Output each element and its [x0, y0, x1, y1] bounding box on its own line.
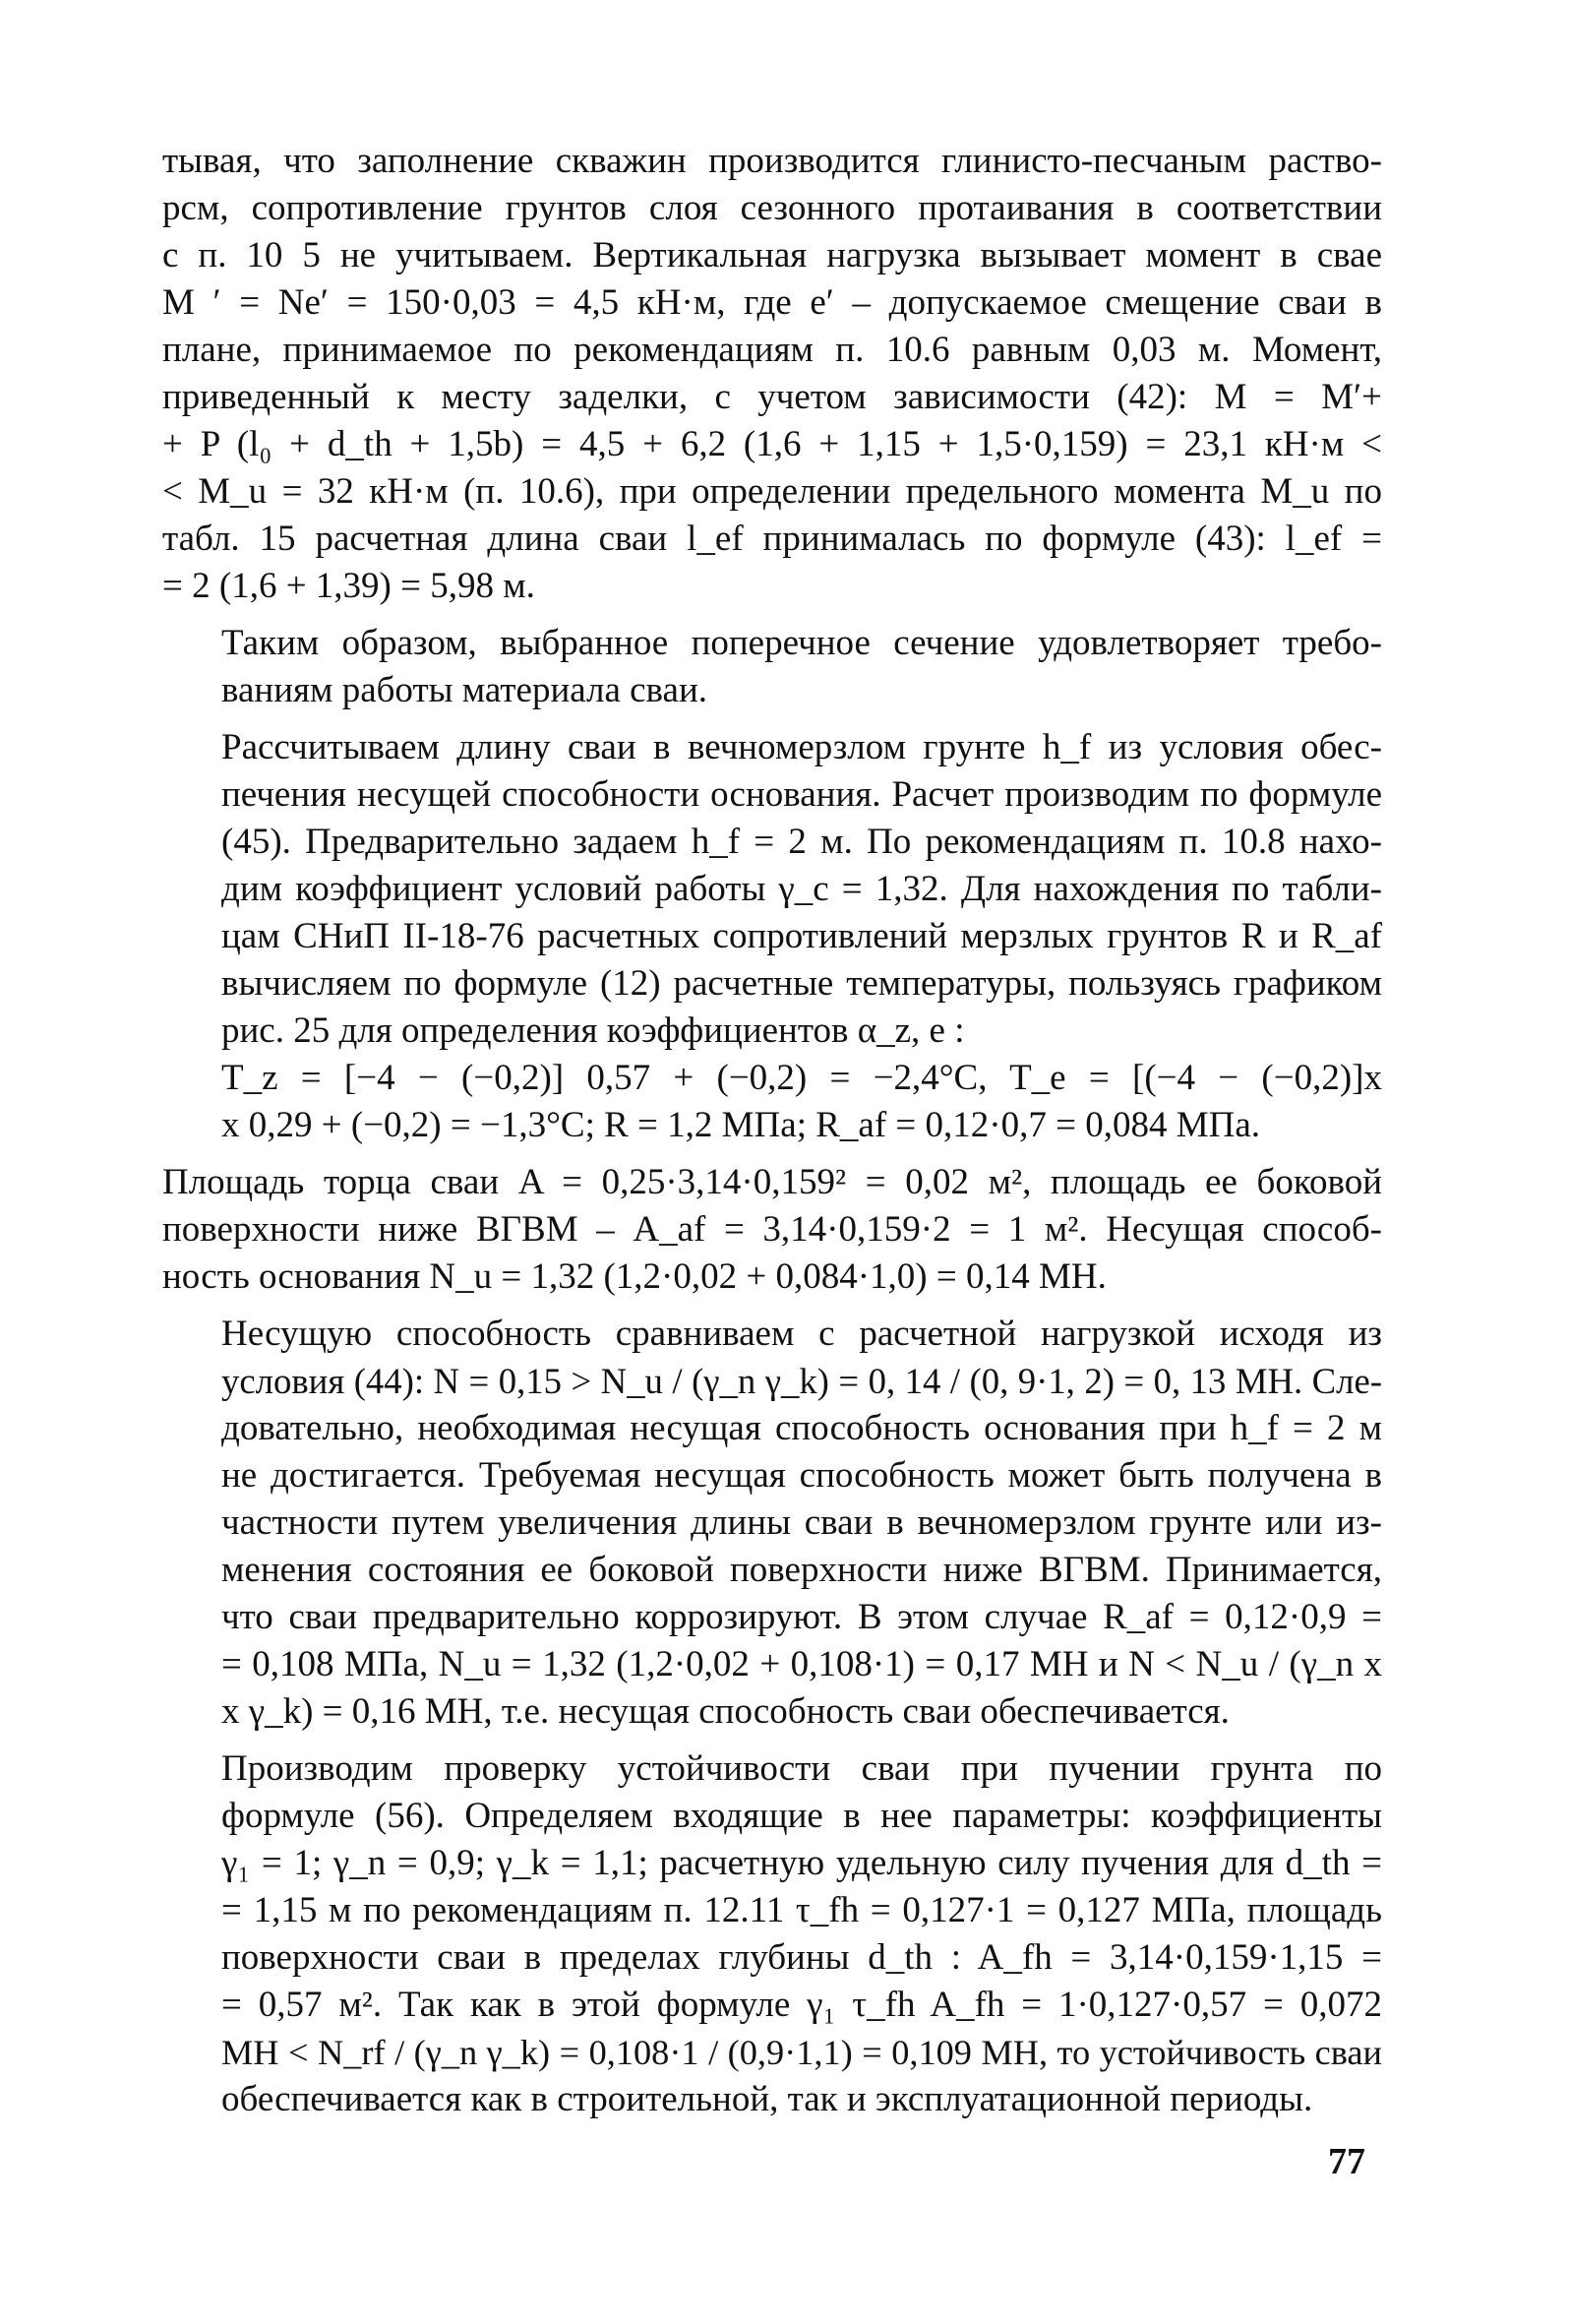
text-line: условия (44): N = 0,15 > N_u / (γ_n γ_k) = 0, 14 / (0, 9·1, 2) = 0, 13 МН. Сле- [221, 1361, 1382, 1401]
text-line: M ′ = Ne′ = 150·0,03 = 4,5 кН·м, где e′ – допускаемое смещение сваи в [162, 282, 1382, 323]
text-line: = 0,57 м². Так как в этой формуле γ₁ τ_fh A_fh = 1·0,127·0,57 = 0,072 [221, 1985, 1382, 2025]
page-body [162, 138, 1382, 2123]
text-line: частности путем увеличения длины сваи в вечномерзлом грунте или из- [221, 1502, 1382, 1543]
paragraph [162, 138, 1382, 610]
text-line: рсм, сопротивление грунтов слоя сезонного протаивания в соответствии [162, 188, 1382, 228]
text-line: плане, принимаемое по рекомендациям п. 10.6 равным 0,03 м. Момент, [162, 330, 1382, 370]
text-line: x 0,29 + (−0,2) = −1,3°C; R = 1,2 МПа; R_af = 0,12·0,7 = 0,084 МПа. [221, 1105, 1260, 1145]
paragraph [162, 1745, 1382, 2123]
text-line: ваниям работы материала сваи. [221, 670, 708, 710]
text-line: не достигается. Требуемая несущая способность может быть получена в [221, 1455, 1382, 1496]
paragraph [162, 724, 1382, 1149]
text-line: довательно, необходимая несущая способность основания при h_f = 2 м [221, 1408, 1382, 1448]
text-line: ность основания N_u = 1,32 (1,2·0,02 + 0,084·1,0) = 0,14 МН. [162, 1256, 1107, 1297]
text-line: + P (l₀ + d_th + 1,5b) = 4,5 + 6,2 (1,6 + 1,15 + 1,5·0,159) = 23,1 кН·м < [162, 424, 1382, 464]
text-line: обеспечивается как в строительной, так и эксплуатационной периоды. [221, 2079, 1313, 2119]
text-line: вычисляем по формуле (12) расчетные температуры, пользуясь графиком [221, 963, 1382, 1004]
text-line: Площадь торца сваи A = 0,25·3,14·0,159² = 0,02 м², площадь ее боковой [162, 1162, 1382, 1202]
text-line: формуле (56). Определяем входящие в нее параметры: коэффициенты [221, 1796, 1382, 1836]
text-line: x γ_k) = 0,16 МН, т.е. несущая способность сваи обеспечивается. [221, 1691, 1230, 1732]
text-line: T_z = [−4 − (−0,2)] 0,57 + (−0,2) = −2,4°C, T_e = [(−4 − (−0,2)]x [221, 1058, 1382, 1098]
paragraph [162, 1159, 1382, 1301]
text-line: с п. 10 5 не учитываем. Вертикальная нагрузка вызывает момент в свае [162, 235, 1382, 275]
text-line: Таким образом, выбранное поперечное сечение удовлетворяет требо- [221, 623, 1382, 663]
text-line: поверхности ниже ВГВМ – A_af = 3,14·0,159·2 = 1 м². Несущая способ- [162, 1209, 1382, 1250]
text-line: тывая, что заполнение скважин производится глинисто-песчаным раство- [162, 141, 1382, 181]
text-line: приведенный к месту заделки, с учетом зависимости (42): M = M′+ [162, 377, 1382, 417]
text-line: менения состояния ее боковой поверхности ниже ВГВМ. Принимается, [221, 1550, 1382, 1590]
text-line: Производим проверку устойчивости сваи при пучении грунта по [221, 1748, 1382, 1789]
text-line: цам СНиП II-18-76 расчетных сопротивлений мерзлых грунтов R и R_af [221, 916, 1382, 956]
text-line: рис. 25 для определения коэффициентов α_z, e : [221, 1010, 965, 1051]
text-line: поверхности сваи в пределах глубины d_th : A_fh = 3,14·0,159·1,15 = [221, 1937, 1382, 1978]
text-line: что сваи предварительно коррозируют. В этом случае R_af = 0,12·0,9 = [221, 1597, 1382, 1637]
text-line: = 2 (1,6 + 1,39) = 5,98 м. [162, 566, 535, 606]
text-line: Рассчитываем длину сваи в вечномерзлом грунте h_f из условия обес- [221, 727, 1382, 767]
text-line: Несущую способность сравниваем с расчетной нагрузкой исходя из [221, 1314, 1382, 1354]
paragraph [162, 620, 1382, 714]
text-line: дим коэффициент условий работы γ_c = 1,32. Для нахождения по табли- [221, 869, 1382, 909]
text-line: табл. 15 расчетная длина сваи l_ef принималась по формуле (43): l_ef = [162, 519, 1382, 559]
text-line: (45). Предварительно задаем h_f = 2 м. По рекомендациям п. 10.8 нахо- [221, 822, 1382, 862]
text-line: = 1,15 м по рекомендациям п. 12.11 τ_fh = 0,127·1 = 0,127 МПа, площадь [221, 1890, 1382, 1930]
text-line: печения несущей способности основания. Расчет производим по формуле [221, 774, 1382, 815]
text-line: = 0,108 МПа, N_u = 1,32 (1,2·0,02 + 0,108·1) = 0,17 МН и N < N_u / (γ_n x [221, 1644, 1382, 1684]
text-line: < M_u = 32 кН·м (п. 10.6), при определении предельного момента M_u по [162, 471, 1382, 512]
paragraph [162, 1311, 1382, 1736]
text-line: МН < N_rf / (γ_n γ_k) = 0,108·1 / (0,9·1,1) = 0,109 МН, то устойчивость сваи [221, 2033, 1382, 2072]
page-number: 77 [1328, 2141, 1365, 2182]
text-line: γ₁ = 1; γ_n = 0,9; γ_k = 1,1; расчетную удельную силу пучения для d_th = [221, 1843, 1382, 1883]
